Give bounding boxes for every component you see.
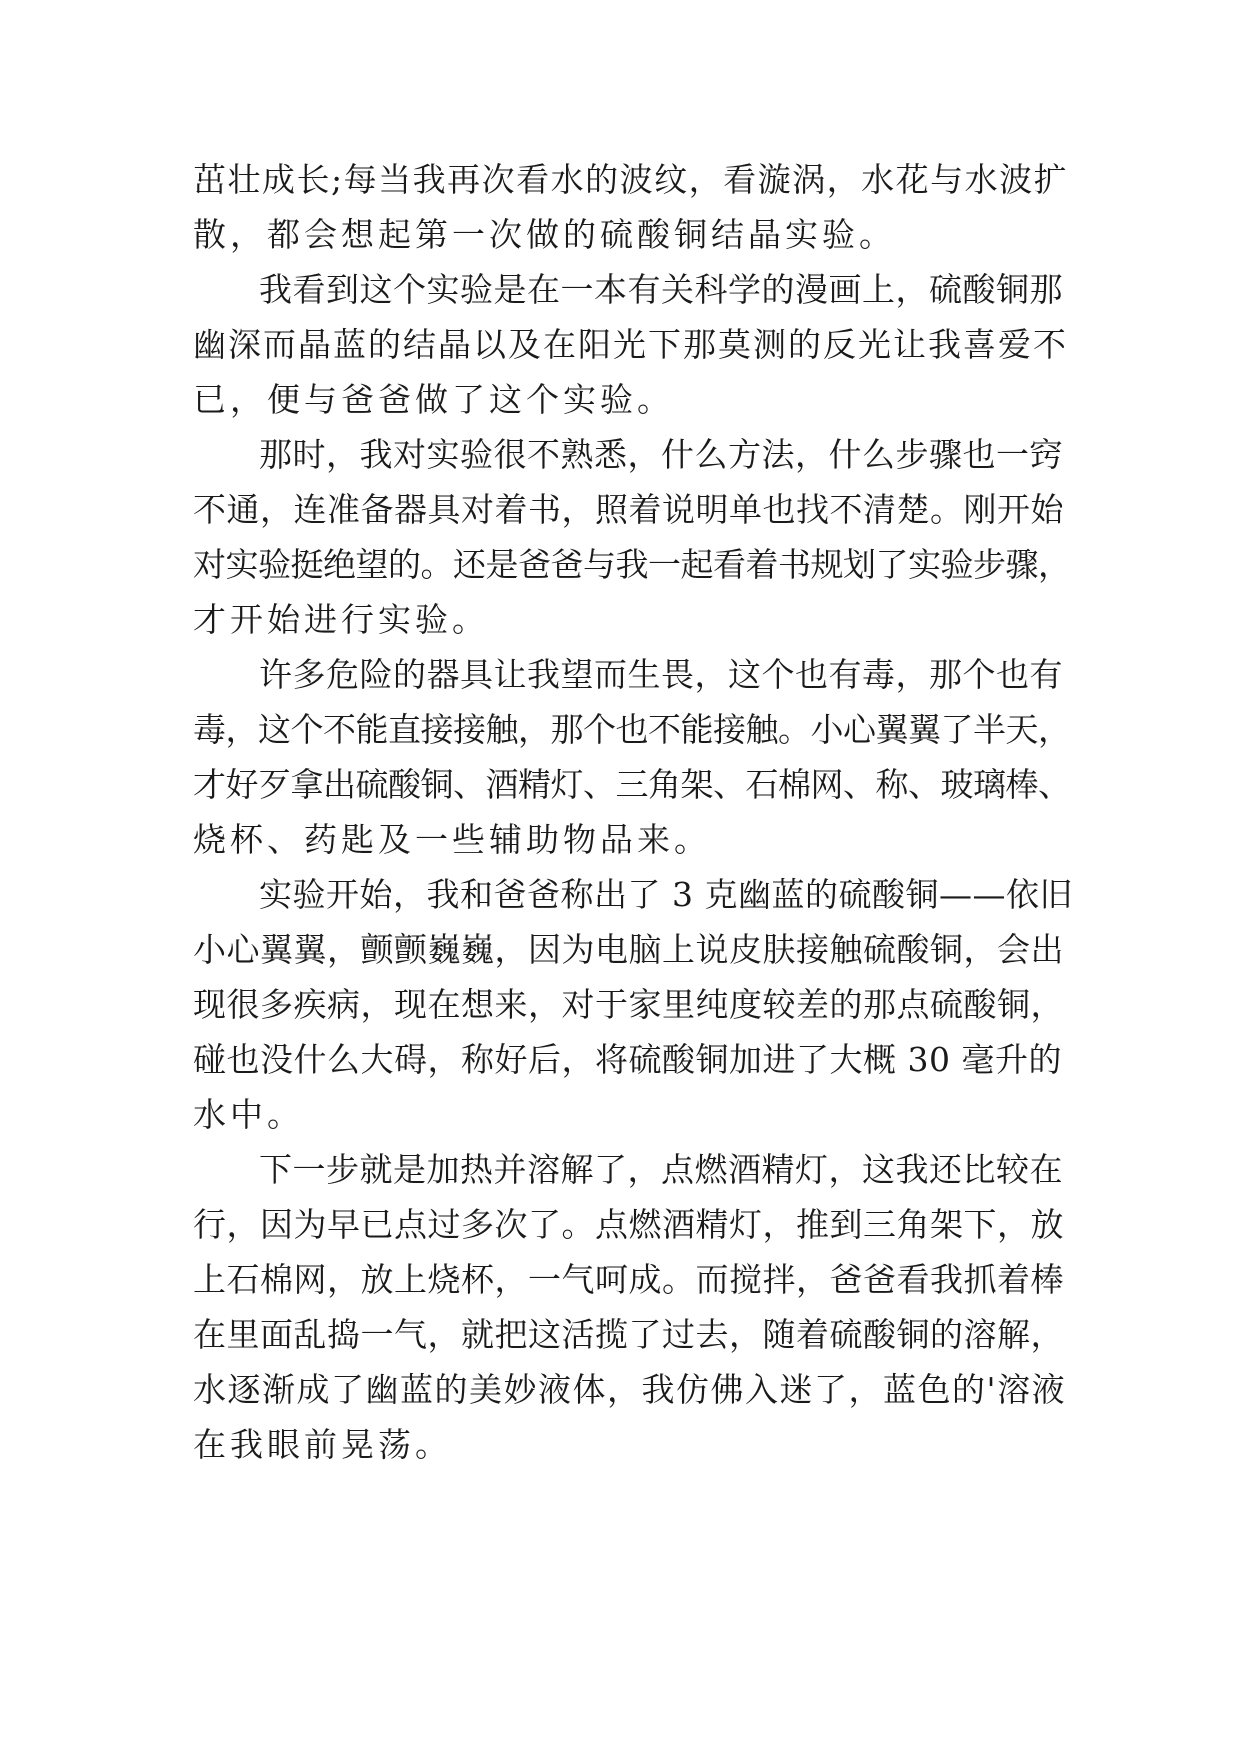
paragraph-first-line: 实验开始，我和爸爸称出了 3 克幽蓝的硫酸铜——依旧 [259,875,1073,914]
text-line: 现很多疾病，现在想来，对于家里纯度较差的那点硫酸铜， [193,985,1064,1024]
paragraph-first-line: 许多危险的器具让我望而生畏，这个也有毒，那个也有 [259,655,1063,694]
text-line: 碰也没什么大碍，称好后，将硫酸铜加进了大概 30 毫升的 [193,1040,1062,1079]
text-line: 茁壮成长;每当我再次看水的波纹，看漩涡，水花与水波扩 [193,160,1069,199]
text-line: 水中。 [193,1095,304,1134]
text-line: 在里面乱捣一气，就把这活揽了过去，随着硫酸铜的溶解， [193,1315,1064,1354]
text-line: 对实验挺绝望的。还是爸爸与我一起看着书规划了实验步骤， [193,545,1071,584]
text-line: 才开始进行实验。 [193,600,489,639]
text-line: 烧杯、药匙及一些辅助物品来。 [193,820,711,859]
text-line: 水逐渐成了幽蓝的美妙液体，我仿佛入迷了，蓝色的'溶液 [193,1370,1067,1409]
paragraph-first-line: 那时，我对实验很不熟悉，什么方法，什么步骤也一窍 [259,435,1063,474]
paragraph-first-line: 我看到这个实验是在一本有关科学的漫画上，硫酸铜那 [259,270,1063,309]
text-line: 上石棉网，放上烧杯，一气呵成。而搅拌，爸爸看我抓着棒 [193,1260,1064,1299]
text-line: 在我眼前晃荡。 [193,1425,452,1464]
text-line: 行，因为早已点过多次了。点燃酒精灯，推到三角架下，放 [193,1205,1064,1244]
text-line: 不通，连准备器具对着书，照着说明单也找不清楚。刚开始 [193,490,1064,529]
text-line: 已，便与爸爸做了这个实验。 [193,380,674,419]
paragraph-first-line: 下一步就是加热并溶解了，点燃酒精灯，这我还比较在 [259,1150,1063,1189]
text-line: 幽深而晶蓝的结晶以及在阳光下那莫测的反光让我喜爱不 [193,325,1068,364]
text-line: 才好歹拿出硫酸铜、酒精灯、三角架、石棉网、称、玻璃棒、 [193,765,1071,804]
text-line: 毒，这个不能直接接触，那个也不能接触。小心翼翼了半天， [193,710,1071,749]
text-line: 散，都会想起第一次做的硫酸铜结晶实验。 [193,215,896,254]
text-line: 小心翼翼，颤颤巍巍，因为电脑上说皮肤接触硫酸铜，会出 [193,930,1064,969]
article-body [193,152,1073,1472]
